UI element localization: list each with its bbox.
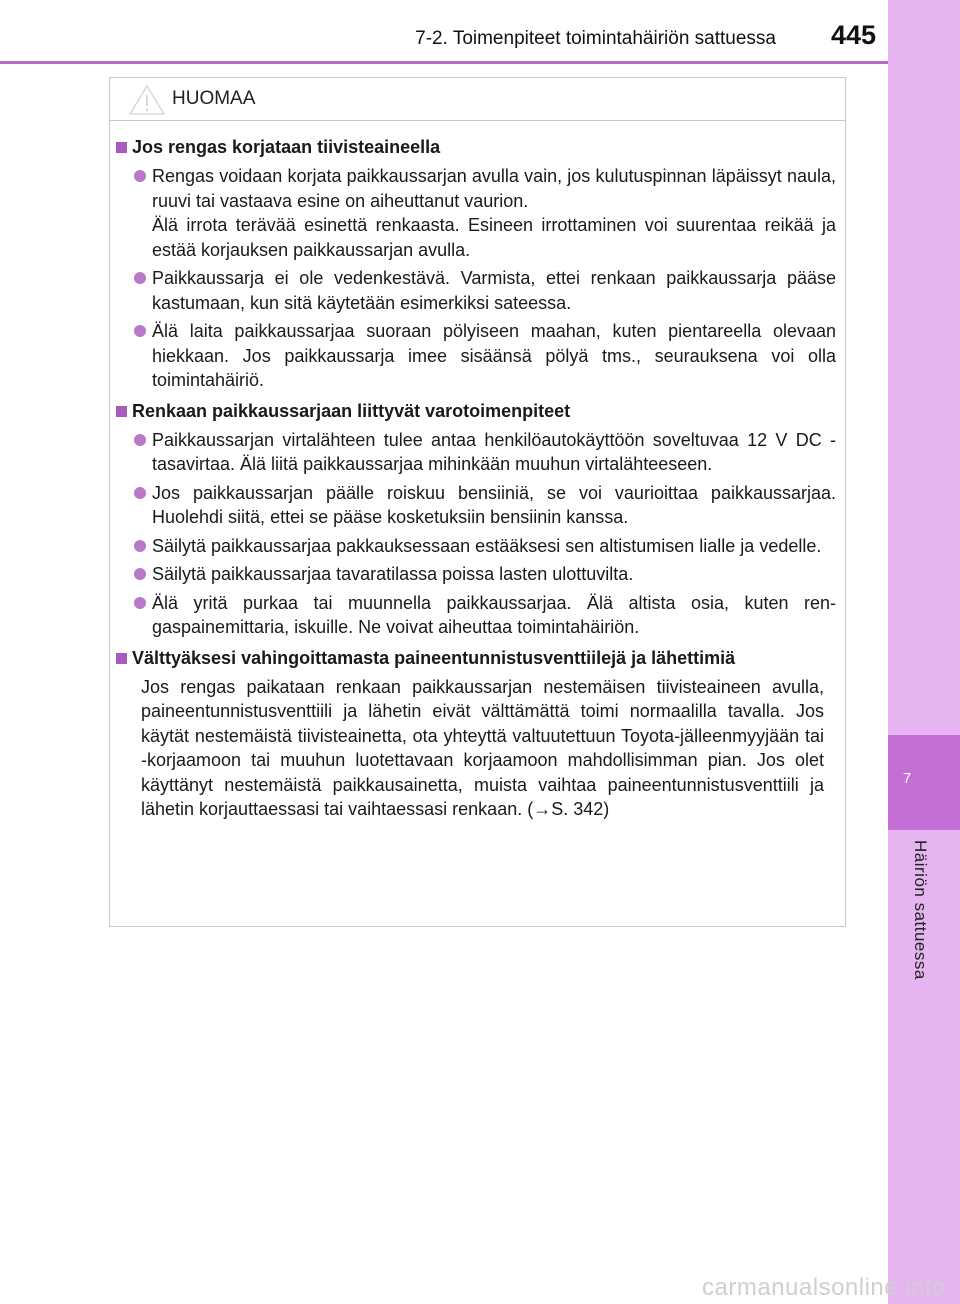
notice-box [109,77,846,927]
bullet-item [134,591,836,640]
page-header [0,0,888,62]
dot-bullet-icon [134,170,146,182]
section-heading [116,646,836,671]
square-bullet-icon [116,142,127,153]
bullet-text [152,266,836,315]
notice-section [116,399,836,640]
bullet-text [152,591,836,640]
square-bullet-icon [116,653,127,664]
bullet-paragraph: Paikkaussarjan virtalähteen tulee antaa henkilöautokäyttöön soveltuvaa 12 V DC -tasavirtaa. Älä liitä paikkaussarjaa mihinkään muuhun virtalähteeseen. [152,429,836,474]
notice-section [116,135,836,393]
bullet-paragraph: Säilytä paikkaussarjaa pakkauksessaan estääksesi sen altistumisen lialle ja vedelle. [152,535,822,556]
section-heading-text: Renkaan paikkaussarjaan liittyvät varotoimenpiteet [132,400,571,421]
page-number: 445 [830,20,876,50]
bullet-paragraph: Paikkaussarja ei ole vedenkestävä. Varmista, ettei renkaan paikkaussarja pääse kastumaan, kun sitä käytetään esimerkiksi sateessa. [152,268,836,313]
dot-bullet-icon [134,325,146,337]
section-title: 7-2. Toimenpiteet toimintahäiriön sattuessa [415,28,776,49]
section-heading [116,399,836,424]
bullet-paragraph: Rengas voidaan korjata paikkaussarjan avulla vain, jos kulutuspinnan läpäissyt naula, ruuvi tai vastaava esine on aiheuttanut vaurion. [152,166,836,211]
bullet-text [152,164,836,262]
bullet-item [134,319,836,393]
dot-bullet-icon [134,272,146,284]
dot-bullet-icon [134,597,146,609]
dot-bullet-icon [134,540,146,552]
bullet-item [134,534,836,559]
section-paragraph: Jos rengas paikataan renkaan paikkaussarjan nestemäisen tiivisteaineen avulla, paineentunnistusventtiili ja lähetin eivät välttämättä toimi normaalilla tavalla. Jos käytät nestemäistä tiivisteainetta, ota yhteyttä valtuutettuun Toyota-jälleenmyyjään tai -korjaamoon tai muuhun luotettavaan korjaamoon mahdollisimman pian. Jos olet käyttänyt nestemäistä paikkausainetta, muista vaihtaa paineentunnistusventtiili ja lähetin korjauttaessasi tai vaihtaessasi renkaan. (→S. 342) [141,676,824,819]
watermark: carmanualsonline.info [702,1274,946,1301]
notice-title: HUOMAA [172,88,256,109]
bullet-text [152,534,821,559]
notice-header [110,78,845,121]
notice-body [110,121,845,822]
section-heading-text: Välttyäksesi vahingoittamasta paineentunnistusventtiilejä ja lähettimiä [132,647,736,668]
chapter-side-tab [888,0,960,1304]
dot-bullet-icon [134,568,146,580]
bullet-paragraph: Älä irrota terävää esinettä renkaasta. Esineen irrottaminen voi suurentaa reikää ja estää korjauksen paikkaussarjan avulla. [152,215,836,260]
section-heading [116,135,836,160]
notice-section [116,646,836,822]
header-divider [0,61,888,64]
section-heading-text: Jos rengas korjataan tiivisteaineella [132,137,441,157]
bullet-paragraph: Jos paikkaussarjan päälle roiskuu bensiiniä, se voi vaurioittaa paikkaussarjaa. Huolehdi siitä, ettei se pääse kosketuksiin bensiinin kanssa. [152,482,836,527]
bullet-paragraph: Säilytä paikkaussarjaa tavaratilassa poissa lasten ulottuvilta. [152,564,634,584]
bullet-paragraph: Älä yritä purkaa tai muunnella paikkaussarjaa. Älä altista osia, kuten rengaspainemittaria, iskuille. Ne voivat aiheuttaa toimintahäiriön. [152,592,836,637]
square-bullet-icon [116,406,127,417]
dot-bullet-icon [134,434,146,446]
bullet-text [152,428,836,477]
bullet-text [152,481,836,530]
bullet-item [134,562,836,587]
bullet-item [134,481,836,530]
bullet-item [134,428,836,477]
chapter-title: Häiriön sattuessa [911,840,930,980]
bullet-text [152,319,836,393]
bullet-item [134,164,836,262]
dot-bullet-icon [134,487,146,499]
bullet-paragraph: Älä laita paikkaussarjaa suoraan pölyiseen maahan, kuten pientareella olevaan hiekkaan. Jos paikkaussarja imee sisäänsä pölyä tms., seurauksena voi olla toimintahäiriö. [152,321,836,390]
chapter-number: 7 [902,770,912,787]
warning-triangle-icon [128,84,166,116]
bullet-text [152,562,633,587]
bullet-item [134,266,836,315]
